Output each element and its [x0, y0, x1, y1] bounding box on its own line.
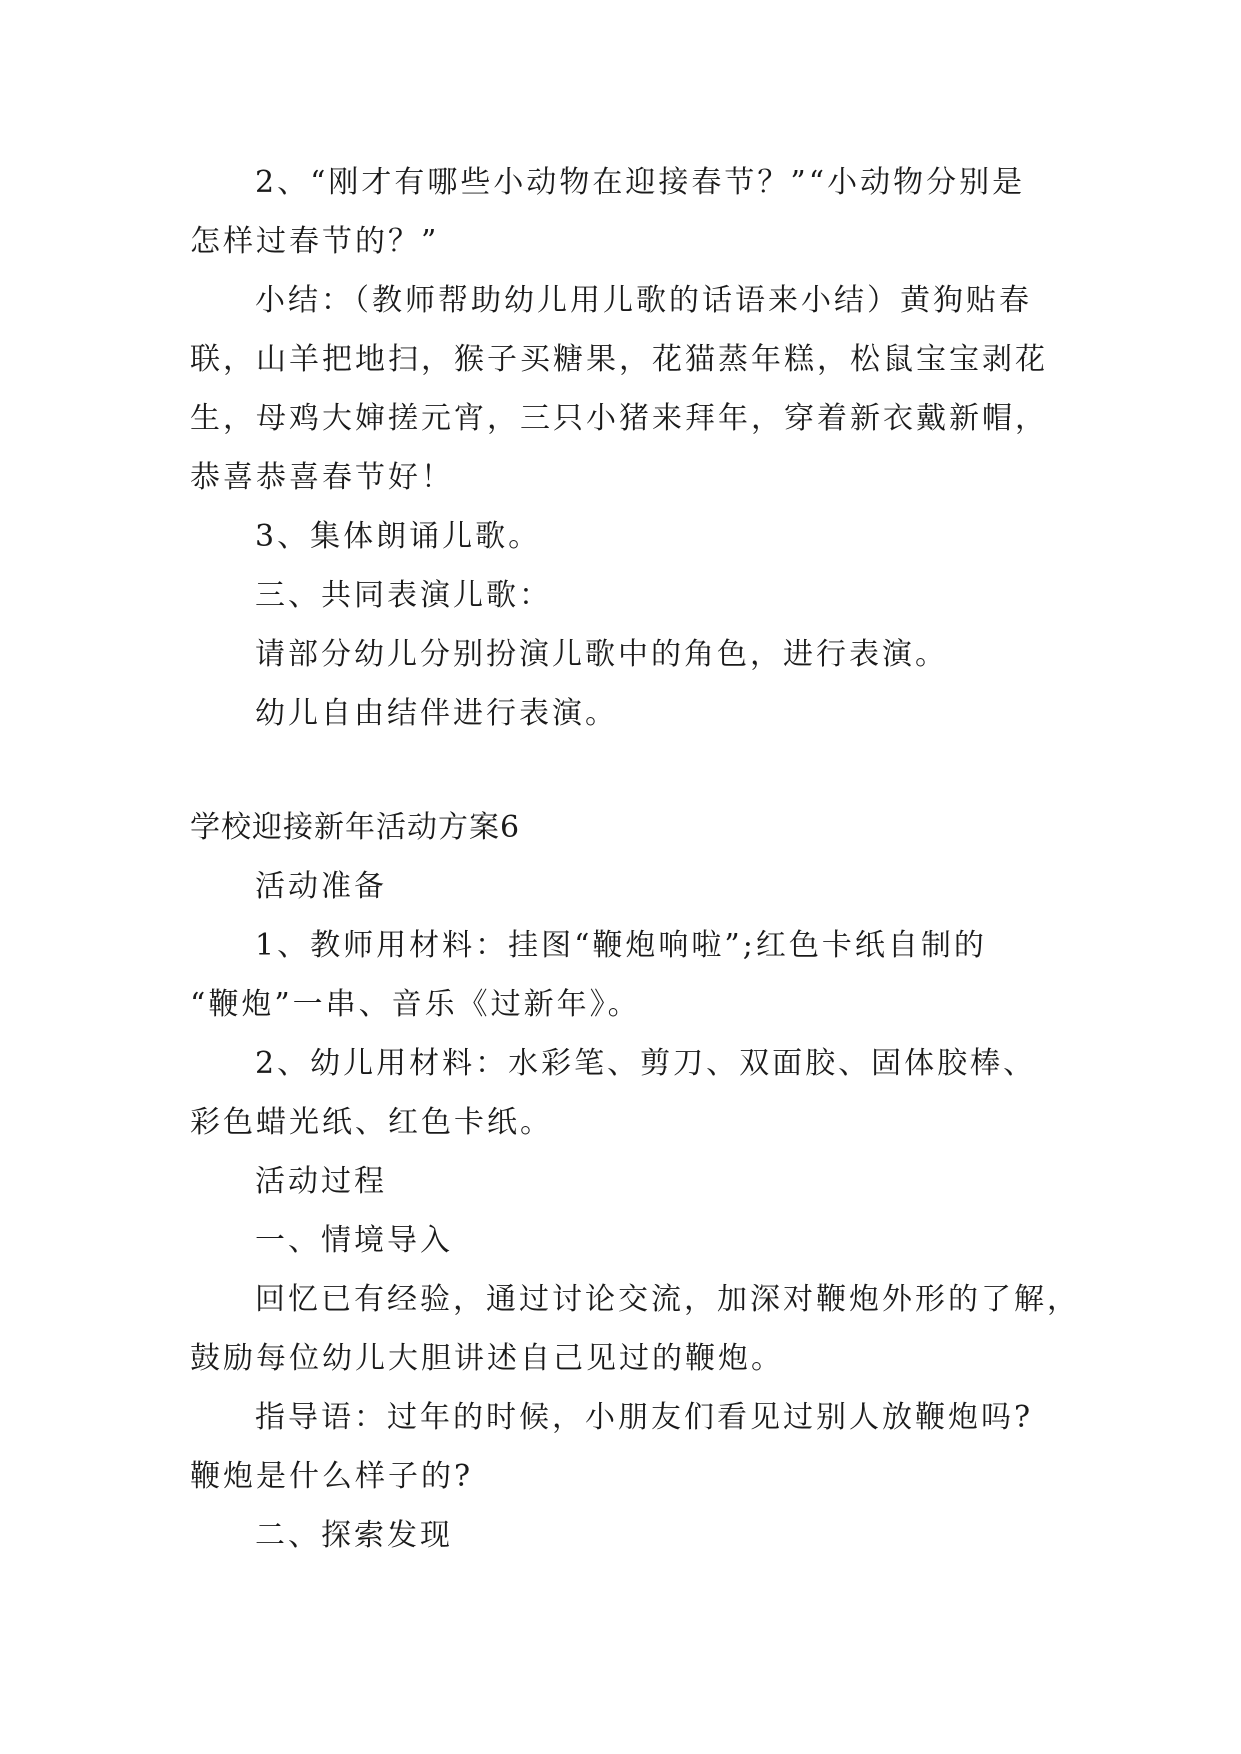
paragraph-line: “鞭炮”一串、音乐《过新年》。	[190, 987, 641, 1022]
paragraph-line: 请部分幼儿分别扮演儿歌中的角色，进行表演。	[255, 637, 948, 672]
paragraph-line: 彩色蜡光纸、红色卡纸。	[190, 1105, 553, 1140]
paragraph-line: 3、集体朗诵儿歌。	[255, 519, 542, 554]
paragraph-line: 活动准备	[255, 869, 387, 904]
paragraph-line: 2、“刚才有哪些小动物在迎接春节？”“小动物分别是	[255, 165, 1026, 200]
paragraph-line: 1、教师用材料：挂图“鞭炮响啦”;红色卡纸自制的	[255, 928, 987, 963]
paragraph-line: 联，山羊把地扫，猴子买糖果，花猫蒸年糕，松鼠宝宝剥花	[190, 342, 1048, 377]
paragraph-line: 怎样过春节的？”	[190, 224, 440, 259]
paragraph-line: 鼓励每位幼儿大胆讲述自己见过的鞭炮。	[190, 1341, 784, 1376]
paragraph-line: 回忆已有经验，通过讨论交流，加深对鞭炮外形的了解，	[255, 1282, 1080, 1317]
paragraph-line: 三、共同表演儿歌：	[255, 578, 552, 613]
paragraph-line: 小结：（教师帮助幼儿用儿歌的话语来小结）黄狗贴春	[255, 283, 1032, 318]
paragraph-line: 活动过程	[255, 1164, 387, 1199]
paragraph-line: 鞭炮是什么样子的?	[190, 1459, 474, 1494]
paragraph-line: 一、情境导入	[255, 1223, 453, 1258]
paragraph-line: 生，母鸡大婶搓元宵，三只小猪来拜年，穿着新衣戴新帽，	[190, 401, 1048, 436]
section-title: 学校迎接新年活动方案6	[190, 810, 521, 845]
paragraph-line: 二、探索发现	[255, 1518, 453, 1553]
paragraph-line: 幼儿自由结伴进行表演。	[255, 696, 618, 731]
paragraph-line: 2、幼儿用材料：水彩笔、剪刀、双面胶、固体胶棒、	[255, 1046, 1037, 1081]
paragraph-line: 指导语：过年的时候，小朋友们看见过别人放鞭炮吗?	[255, 1400, 1034, 1435]
paragraph-line: 恭喜恭喜春节好！	[190, 460, 454, 495]
